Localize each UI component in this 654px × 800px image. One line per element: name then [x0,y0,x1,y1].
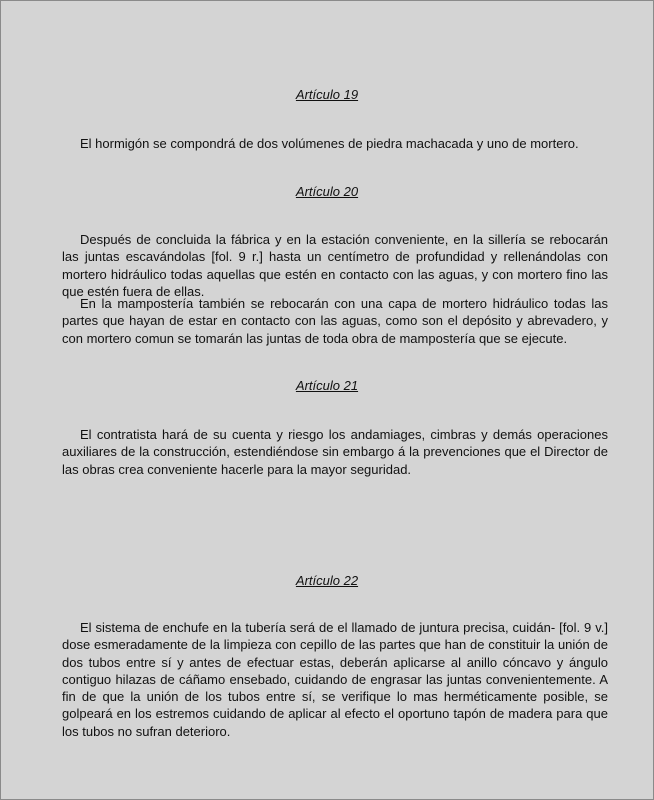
article-19-paragraph: El hormigón se compondrá de dos volúmenes de piedra machacada y uno de mortero. [80,136,579,151]
article-22-heading: Artículo 22 [295,573,359,588]
article-20-paragraph-2: En la mampostería también se rebocarán con una capa de mortero hidráulico todas las partes que hayan de estar en contacto con las aguas, como son el depósito y abrevadero, y con mortero comun se tomarán las juntas de toda obra de mampostería que se ejecute. [62,296,608,346]
article-21-paragraph: El contratista hará de su cuenta y riesgo los andamiages, cimbras y demás operaciones auxiliares de la construcción, estendiéndose sin embargo á la prevenciones que el Director de las obras crea conveniente hacerle para la mayor seguridad. [62,427,608,477]
article-20-paragraph-1: Después de concluida la fábrica y en la estación conveniente, en la sillería se rebocarán las juntas escavándolas [fol. 9 r.] hasta un centímetro de profundidad y rellenándolas con mortero hidráulico todas aquellas que estén en contacto con las aguas, y con mortero fino las que estén fuera de ellas. [62,232,608,299]
article-22-paragraph: El sistema de enchufe en la tubería será de el llamado de juntura precisa, cuidán- [fol. 9 v.] dose esmeradamente de la limpieza con cepillo de las partes que han de constituir la unión de dos tubos entre sí y antes de efectuar estas, deberán aplicarse al anillo cóncavo y ángulo contiguo hilazas de cáñamo ensebado, cuidando de engrasar las juntas convenientemente. A fin de que la unión de los tubos entre sí, se verifique lo mas herméticamente posible, se golpeará en los estremos cuidando de aplicar al efecto el oportuno tapón de madera para que los tubos no sufran deterioro. [62,620,608,739]
article-21-heading: Artículo 21 [295,378,359,393]
article-20-heading: Artículo 20 [295,184,359,199]
article-19-heading: Artículo 19 [295,87,359,102]
